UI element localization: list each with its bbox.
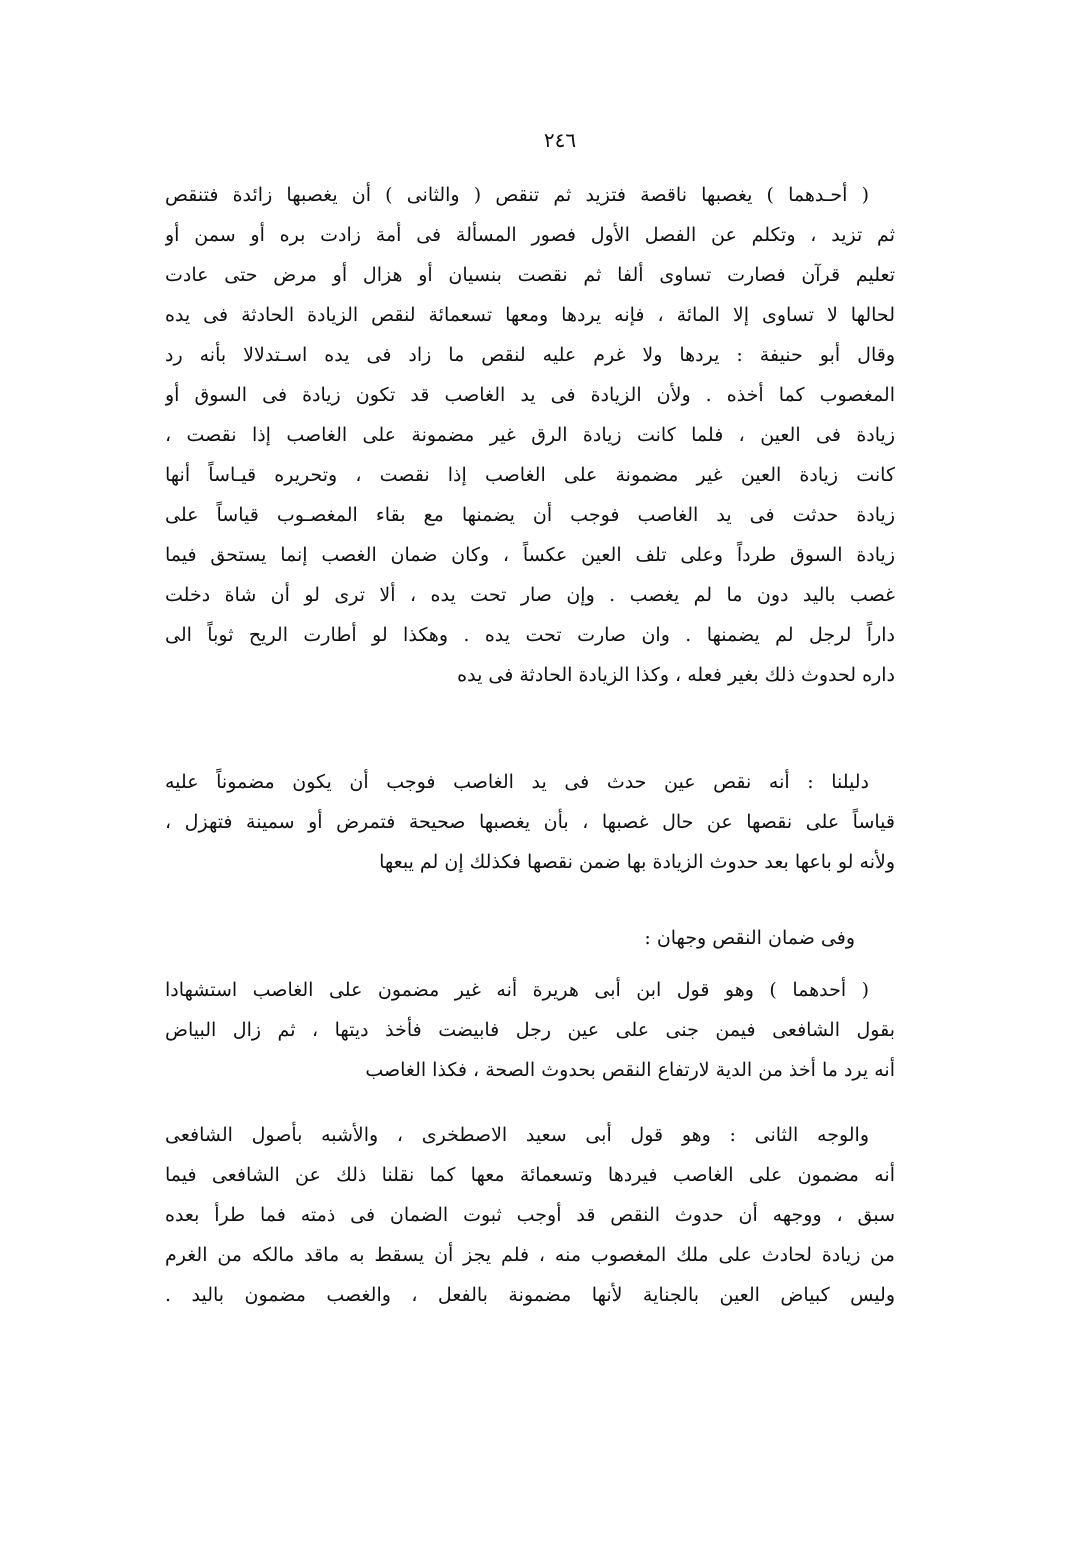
text-line: أنه يرد ما أخذ من الدية لارتفاع النقص بحدوث الصحة ، فكذا الغاصب: [365, 1059, 895, 1081]
text-line: لحالها لا تساوى إلا المائة ، فإنه يردها ومعها تسعمائة لنقص الزيادة الحادثة فى يده: [165, 304, 895, 326]
text-line: وقال أبو حنيفة : يردها ولا غرم عليه لنقص ما زاد فى يده اسـتدلالا بأنه رد: [165, 344, 895, 366]
text-line: زيادة السوق طرداً وعلى تلف العين عكساً ، وكان ضمان الغصب إنما يستحق فيما: [165, 544, 895, 566]
text-line: ( أحدهما ) وهو قول ابن أبى هريرة أنه غير مضمون على الغاصب استشهادا: [165, 979, 869, 1001]
text-line: تعليم قرآن فصارت تساوى ألفا ثم نقصت بنسيان أو هزال أو مرض حتى عادت: [165, 264, 895, 286]
paragraph-two-views-heading: [165, 918, 895, 958]
text-line: من زيادة لحادث على ملك المغصوب منه ، فلم يجز أن يسقط به ماقد مالكه من الغرم: [165, 1244, 895, 1266]
paragraph-evidence: [165, 762, 895, 882]
text-line: غصب باليد دون ما لم يغصب . وإن صار تحت يده ، ألا ترى لو أن شاة دخلت: [165, 584, 895, 606]
text-line: قياساً على نقصها عن حال غصبها ، بأن يغصبها صحيحة فتمرض أو سمينة فتهزل ،: [165, 811, 895, 833]
text-line: وفى ضمان النقص وجهان :: [644, 927, 855, 949]
page-number: ٢٤٦: [543, 128, 577, 152]
text-line: زيادة حدثت فى يد الغاصب فوجب أن يضمنها مع بقاء المغصـوب قياساً على: [165, 504, 895, 526]
text-line: والوجه الثانى : وهو قول أبى سعيد الاصطخرى ، والأشبه بأصول الشافعى: [165, 1124, 869, 1146]
paragraph-first-view: [165, 970, 895, 1090]
text-line: داراً لرجل لم يضمنها . وان صارت تحت يده . وهكذا لو أطارت الريح ثوباً الى: [165, 624, 895, 646]
text-line: بقول الشافعى فيمن جنى على عين رجل فابيضت فأخذ ديتها ، ثم زال البياض: [165, 1019, 895, 1041]
text-line: المغصوب كما أخذه . ولأن الزيادة فى يد الغاصب قد تكون زيادة فى السوق أو: [165, 384, 895, 406]
paragraph-cases: [165, 175, 895, 695]
text-line: داره لحدوث ذلك بغير فعله ، وكذا الزيادة الحادثة فى يده: [457, 664, 895, 686]
text-line: ثم تزيد ، وتكلم عن الفصل الأول فصور المسألة فى أمة زادت بره أو سمن أو: [165, 224, 895, 246]
text-line: وليس كبياض العين بالجناية لأنها مضمونة بالفعل ، والغصب مضمون باليد .: [165, 1284, 895, 1306]
text-line: سبق ، ووجهه أن حدوث النقص قد أوجب ثبوت الضمان فى ذمته فما طرأ بعده: [165, 1204, 895, 1226]
text-line: ولأنه لو باعها بعد حدوث الزيادة بها ضمن نقصها فكذلك إن لم يبعها: [379, 851, 895, 873]
paragraph-second-view: [165, 1115, 895, 1315]
text-line: دليلنا : أنه نقص عين حدث فى يد الغاصب فوجب أن يكون مضموناً عليه: [165, 771, 869, 793]
text-line: أنه مضمون على الغاصب فيردها وتسعمائة معها كما نقلنا ذلك عن الشافعى فيما: [165, 1164, 895, 1186]
text-line: كانت زيادة العين غير مضمونة على الغاصب إذا نقصت ، وتحريره قيـاساً أنها: [165, 464, 895, 486]
text-line: ( أحـدهما ) يغصبها ناقصة فتزيد ثم تنقص ( والثانى ) أن يغصبها زائدة فتنقص: [165, 184, 869, 206]
text-line: زيادة فى العين ، فلما كانت زيادة الرق غير مضمونة على الغاصب إذا نقصت ،: [165, 424, 895, 446]
